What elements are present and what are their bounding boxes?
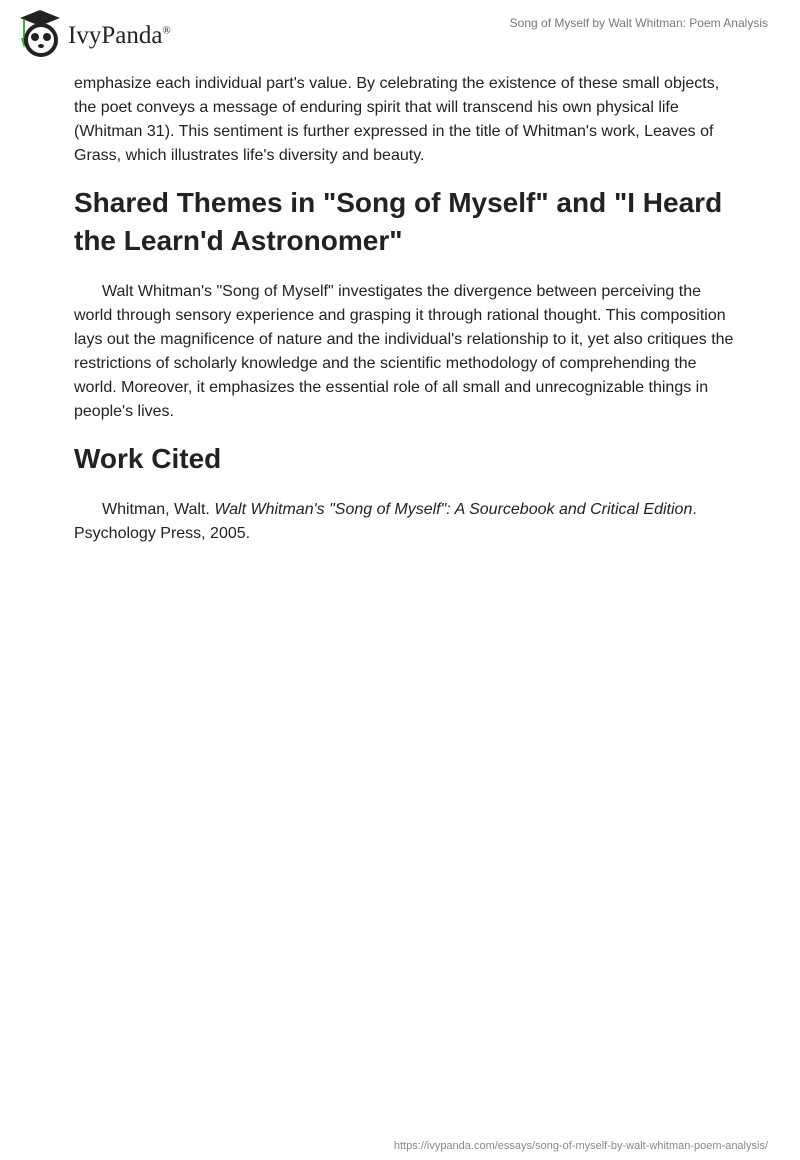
article-content xyxy=(74,72,734,560)
themes-paragraph: Walt Whitman's "Song of Myself" investigates the divergence between perceiving the world through sensory experience and grasping it through rational thought. This composition lays out the magnificence of nature and the individual's relationship to it, yet also critiques the restrictions of scholarly knowledge and the scientific methodology of comprehending the world. Moreover, it emphasizes the essential role of all small and unrecognizable things in people's lives. xyxy=(74,283,734,420)
document-title: Song of Myself by Walt Whitman: Poem Analysis xyxy=(509,16,768,30)
section-heading-work-cited: Work Cited xyxy=(74,443,222,474)
citation-title: Walt Whitman's "Song of Myself": A Sourcebook and Critical Edition xyxy=(214,501,693,518)
logo[interactable] xyxy=(18,8,171,58)
panda-logo-icon xyxy=(18,8,62,58)
intro-paragraph: emphasize each individual part's value. By celebrating the existence of these small objects, the poet conveys a message of enduring spirit that will transcend his own physical life (Whitman 31). This sentiment is further expressed in the title of Whitman's work, Leaves of Grass, which illustrates life's diversity and beauty. xyxy=(74,75,720,164)
logo-text: IvyPanda® xyxy=(68,22,171,49)
section-heading-shared-themes: Shared Themes in "Song of Myself" and "I Heard the Learn'd Astronomer" xyxy=(74,187,723,256)
citation-publisher: . Psychology Press, 2005. xyxy=(74,501,697,542)
citation xyxy=(74,498,734,546)
citation-author: Whitman, Walt. xyxy=(102,501,215,518)
source-url[interactable]: https://ivypanda.com/essays/song-of-myself-by-walt-whitman-poem-analysis/ xyxy=(393,1140,768,1152)
